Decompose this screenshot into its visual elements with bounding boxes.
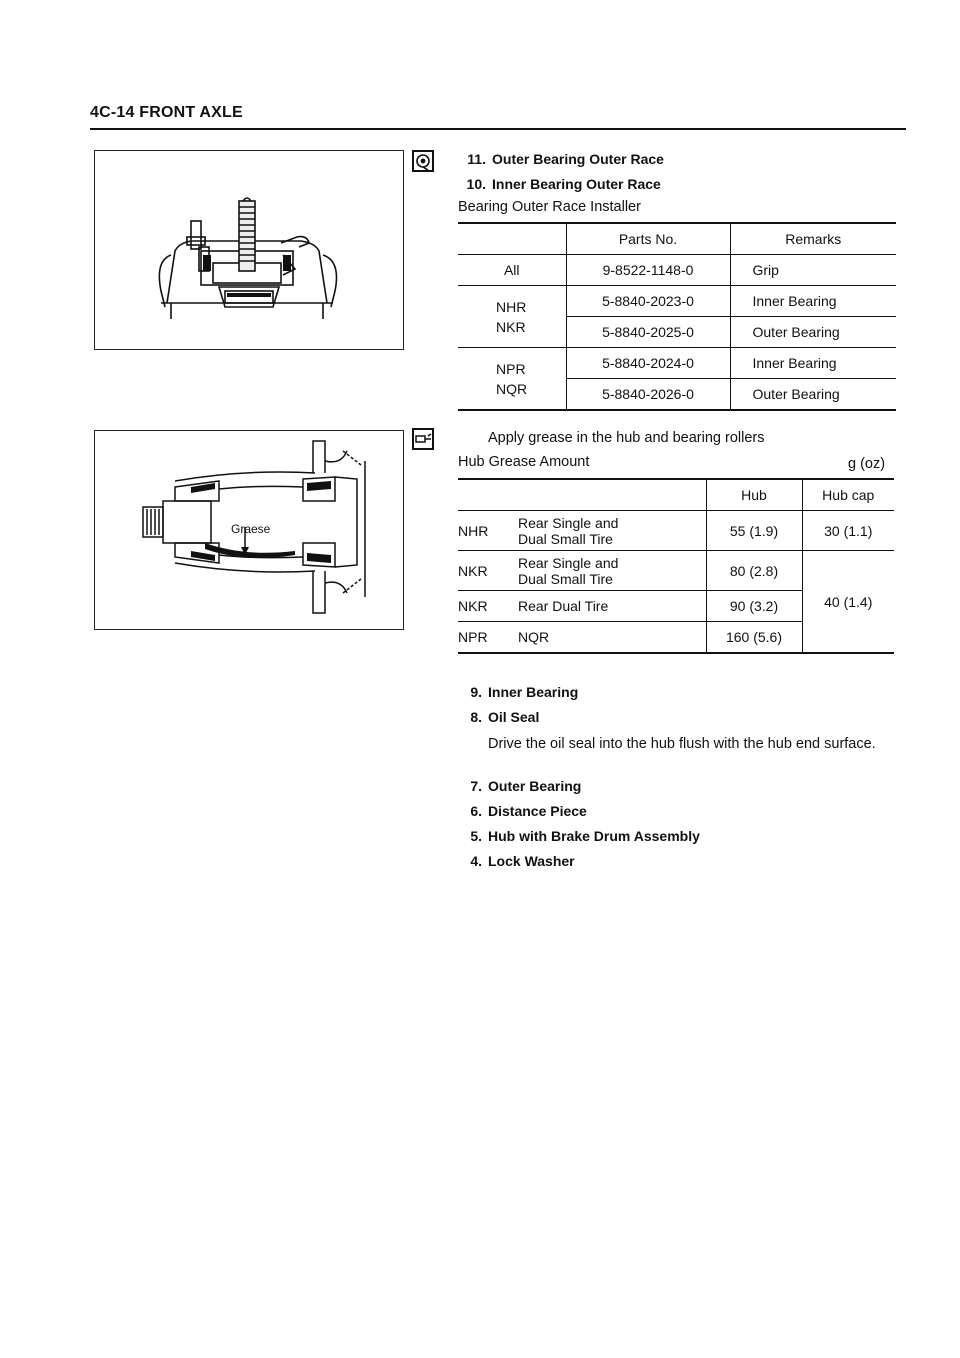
hub-cap-cell: 40 (1.4) xyxy=(802,551,894,654)
parts-cell: 9-8522-1148-0 xyxy=(566,255,730,286)
table-header-row xyxy=(458,223,896,255)
model-cell: NPR NQR xyxy=(458,348,566,411)
step-number: 5. xyxy=(470,828,482,844)
header-cell: Parts No. xyxy=(566,223,730,255)
model-cell: NHR NKR xyxy=(458,286,566,348)
hub-cell: 55 (1.9) xyxy=(706,511,802,551)
model-cell: NKR xyxy=(458,598,488,614)
bearing-race-installer-figure xyxy=(94,150,404,350)
remarks-cell: Outer Bearing xyxy=(730,379,896,411)
remarks-cell: Outer Bearing xyxy=(730,317,896,348)
special-tool-icon xyxy=(412,150,434,172)
hub-cross-section-drawing xyxy=(95,431,403,629)
model-cell: NHR xyxy=(458,522,489,539)
step-number: 10. xyxy=(466,176,486,192)
special-tool-icon-glyph xyxy=(414,152,432,170)
step-number: 9. xyxy=(470,684,482,700)
header-rule xyxy=(90,128,906,130)
parts-cell: 5-8840-2026-0 xyxy=(566,379,730,411)
table-row xyxy=(458,286,896,317)
header-cell: Remarks xyxy=(730,223,896,255)
table-row xyxy=(458,551,894,591)
tool-table-title: Bearing Outer Race Installer xyxy=(458,199,641,215)
table-row xyxy=(458,348,896,379)
header-cell xyxy=(458,479,706,511)
page-title: 4C-14 FRONT AXLE xyxy=(90,104,243,121)
description-cell: Rear Dual Tire xyxy=(518,598,609,614)
remarks-cell: Inner Bearing xyxy=(730,286,896,317)
hub-cell: 80 (2.8) xyxy=(706,551,802,591)
hub-cell: 90 (3.2) xyxy=(706,591,802,622)
step-number: 4. xyxy=(470,853,482,869)
step-7-heading xyxy=(454,778,581,794)
grease-gun-icon xyxy=(412,428,434,450)
parts-cell: 5-8840-2025-0 xyxy=(566,317,730,348)
installer-parts-table xyxy=(458,222,896,411)
parts-cell: 5-8840-2024-0 xyxy=(566,348,730,379)
step-4-heading xyxy=(454,853,575,869)
description-cell: Rear Single and Dual Small Tire xyxy=(518,514,619,547)
step-8-heading xyxy=(454,709,539,725)
step-number: 7. xyxy=(470,778,482,794)
grease-unit: g (oz) xyxy=(848,456,886,472)
table-row xyxy=(458,255,896,286)
description-cell: NQR xyxy=(518,629,550,645)
step-10-heading xyxy=(458,176,661,192)
step-label: Outer Bearing Outer Race xyxy=(492,151,664,167)
remarks-cell: Inner Bearing xyxy=(730,348,896,379)
step-6-heading xyxy=(454,803,587,819)
grease-gun-icon-glyph xyxy=(414,430,432,448)
grease-table-title: Hub Grease Amount xyxy=(458,454,590,470)
step-9-heading xyxy=(454,684,578,700)
hub-cell: 160 (5.6) xyxy=(706,622,802,654)
step-label: Inner Bearing Outer Race xyxy=(492,176,661,192)
model-cell: All xyxy=(503,262,520,278)
table-header-row xyxy=(458,479,894,511)
remarks-cell: Grip xyxy=(730,255,896,286)
step-5-heading xyxy=(454,828,700,844)
parts-cell: 5-8840-2023-0 xyxy=(566,286,730,317)
grease-instruction: Apply grease in the hub and bearing rollers xyxy=(488,430,765,446)
header-cell xyxy=(458,223,566,255)
step-11-heading xyxy=(458,151,664,167)
hub-grease-table xyxy=(458,478,894,654)
hub-grease-figure xyxy=(94,430,404,630)
header-cell: Hub cap xyxy=(802,479,894,511)
step-label: Distance Piece xyxy=(488,803,587,819)
step-number: 6. xyxy=(470,803,482,819)
step-label: Inner Bearing xyxy=(488,684,579,700)
hub-cap-cell: 30 (1.1) xyxy=(802,511,894,551)
description-cell: Rear Single and Dual Small Tire xyxy=(518,554,619,587)
model-cell: NPR xyxy=(458,629,488,645)
grease-label: Graese xyxy=(231,522,271,536)
table-row xyxy=(458,511,894,551)
step-number: 8. xyxy=(470,709,482,725)
step-label: Hub with Brake Drum Assembly xyxy=(488,828,700,844)
model-cell: NKR xyxy=(458,562,488,579)
step-label: Lock Washer xyxy=(488,853,575,869)
step-label: Outer Bearing xyxy=(488,778,582,794)
step-number: 11. xyxy=(467,151,486,167)
header-cell: Hub xyxy=(706,479,802,511)
step-8-note: Drive the oil seal into the hub flush with the hub end surface. xyxy=(488,736,876,752)
installer-drawing xyxy=(95,151,403,349)
step-label: Oil Seal xyxy=(488,709,540,725)
